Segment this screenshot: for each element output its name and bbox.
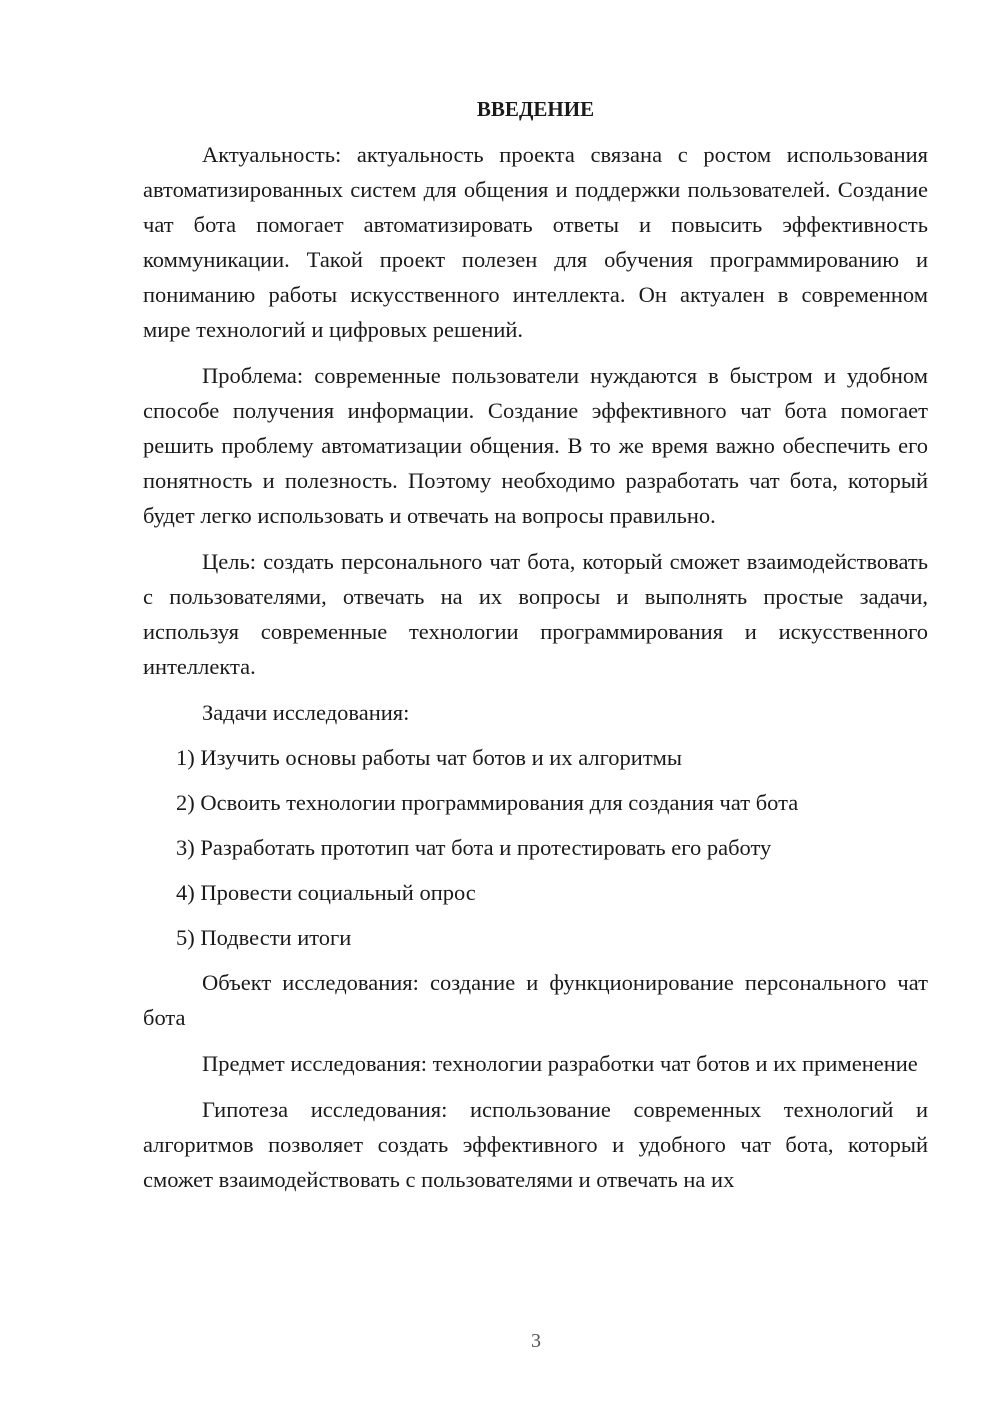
paragraph-hypothesis: Гипотеза исследования: использование современных технологий и алгоритмов позволяет создать эффективного и удобного чат бота, который сможет взаимодействовать с пользователями и отвечать на их	[143, 1097, 928, 1192]
tasks-heading: Задачи исследования:	[202, 700, 410, 725]
paragraph-relevance: Актуальность: актуальность проекта связана с ростом использования автоматизированных систем для общения и поддержки пользователей. Создание чат бота помогает автоматизировать ответы и повысить эффективность коммуникации. Такой проект полезен для обучения программированию и пониманию работы искусственного интеллекта. Он актуален в современном мире технологий и цифровых решений.	[143, 142, 928, 342]
paragraph-object: Объект исследования: создание и функционирование персонального чат бота	[143, 970, 928, 1030]
paragraph-goal: Цель: создать персонального чат бота, который сможет взаимодействовать с пользователями, отвечать на их вопросы и выполнять простые задачи, используя современные технологии программирования и искусственного интеллекта.	[143, 549, 928, 679]
task-item: 3) Разработать прототип чат бота и протестировать его работу	[176, 835, 772, 860]
page-content	[143, 92, 928, 1208]
paragraph-subject: Предмет исследования: технологии разработки чат ботов и их применение	[202, 1051, 918, 1076]
paragraph-problem: Проблема: современные пользователи нуждаются в быстром и удобном способе получения информации. Создание эффективного чат бота помогает решить проблему автоматизации общения. В то же время важно обеспечить его понятность и полезность. Поэтому необходимо разработать чат бота, который будет легко использовать и отвечать на вопросы правильно.	[143, 363, 928, 528]
page-number: 3	[531, 1330, 541, 1352]
section-title: ВВЕДЕНИЕ	[476, 97, 595, 121]
task-item: 4) Провести социальный опрос	[176, 880, 476, 905]
task-item: 2) Освоить технологии программирования для создания чат бота	[176, 790, 799, 815]
task-item: 5) Подвести итоги	[176, 925, 352, 950]
task-item: 1) Изучить основы работы чат ботов и их алгоритмы	[176, 745, 683, 770]
